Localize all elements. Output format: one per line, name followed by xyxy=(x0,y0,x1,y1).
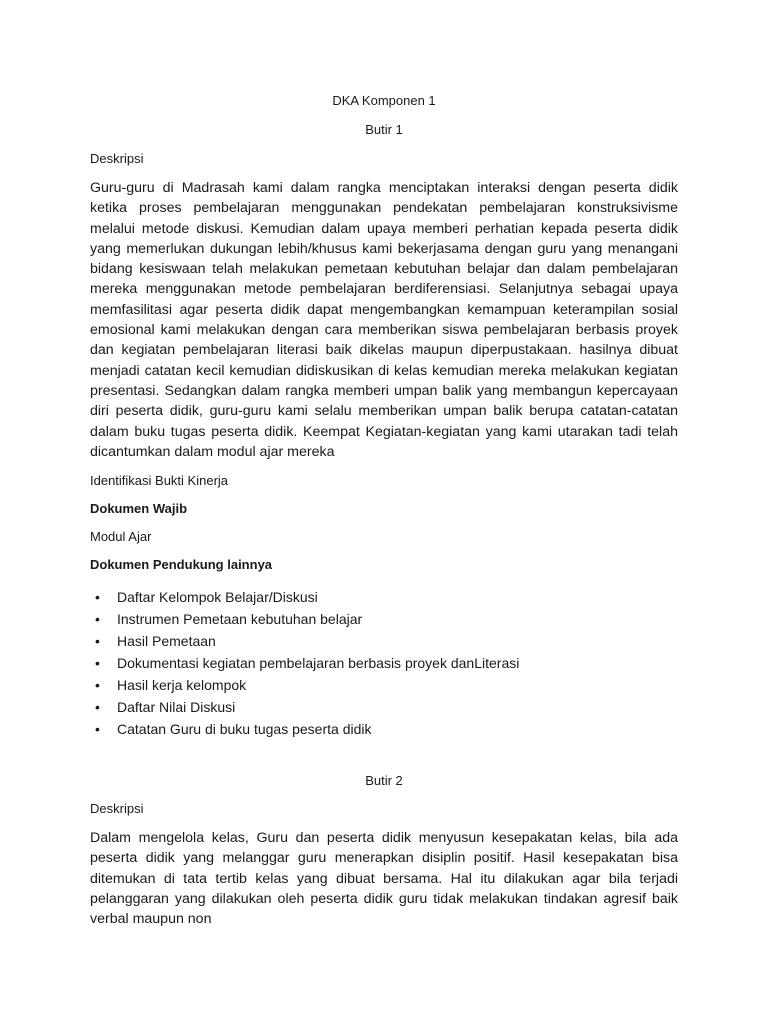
bullet-icon: • xyxy=(95,655,100,672)
butir-1-heading: Butir 1 xyxy=(365,122,403,137)
document-title: DKA Komponen 1 xyxy=(332,93,436,108)
deskripsi-paragraph-1: Guru-guru di Madrasah kami dalam rangka menciptakan interaksi dengan peserta didik ketika proses pembelajaran menggunakan pendekatan pembelajaran konstruksivisme melalui metode diskusi. Kemudian dalam upaya memberi perhatian kepada peserta didik yang memerlukan dukungan lebih/khusus kami bekerjasama dengan guru yang menangani bidang kesiswaan telah melakukan pemetaan kebutuhan belajar dan dalam pembelajaran mereka menggunakan metode pembelajaran berdiferensiasi. Selanjutnya sebagai upaya memfasilitasi agar peserta didik dapat mengembangkan kemampuan keterampilan sosial emosional kami melakukan dengan cara memberikan siswa pembelajaran berbasis proyek dan kegiatan pembelajaran literasi baik dikelas maupun diperpustakaan. hasilnya dibuat menjadi catatan kecil kemudian didiskusikan di kelas kemudian mereka melakukan kegiatan presentasi. Sedangkan dalam rangka memberi umpan balik yang membangun kepercayaan diri peserta didik, guru-guru kami selalu memberikan umpan balik berupa catatan-catatan dalam buku tugas peserta didik. Keempat Kegiatan-kegiatan yang kami utarakan tadi telah dicantumkan dalam modul ajar mereka xyxy=(90,180,678,460)
list-item xyxy=(90,696,678,718)
bullet-icon: • xyxy=(95,611,100,628)
list-item xyxy=(90,718,678,740)
list-item-text: Catatan Guru di buku tugas peserta didik xyxy=(117,721,372,738)
dokumen-pendukung-label: Dokumen Pendukung lainnya xyxy=(90,557,273,573)
list-item-text: Daftar Kelompok Belajar/Diskusi xyxy=(117,589,318,606)
butir-2-heading: Butir 2 xyxy=(365,773,403,789)
bullet-icon: • xyxy=(95,721,100,738)
list-item xyxy=(90,630,678,652)
list-item xyxy=(90,608,678,630)
list-item-text: Hasil Pemetaan xyxy=(117,633,216,650)
dokumen-wajib-label: Dokumen Wajib xyxy=(90,501,188,517)
list-item-text: Hasil kerja kelompok xyxy=(117,677,247,694)
bullet-icon: • xyxy=(95,633,100,650)
list-item-text: Daftar Nilai Diskusi xyxy=(117,699,236,716)
bullet-icon: • xyxy=(95,677,100,694)
deskripsi-paragraph-2: Dalam mengelola kelas, Guru dan peserta didik menyusun kesepakatan kelas, bila ada peserta didik yang melanggar guru menerapkan disiplin positif. Hasil kesepakatan bisa ditemukan di tata tertib kelas yang dibuat bersama. Hal itu dilakukan agar bila terjadi pelanggaran yang dilakukan oleh peserta didik guru tidak melakukan tindakan agresif baik verbal maupun non xyxy=(90,830,678,928)
list-item-text: Dokumentasi kegiatan pembelajaran berbasis proyek danLiterasi xyxy=(117,655,520,672)
list-item xyxy=(90,586,678,608)
bullet-icon: • xyxy=(95,589,100,606)
list-item xyxy=(90,674,678,696)
dokumen-pendukung-list xyxy=(90,586,678,740)
deskripsi-label-1: Deskripsi xyxy=(90,151,144,166)
bullet-icon: • xyxy=(95,699,100,716)
document-content xyxy=(90,92,678,930)
deskripsi-label-2: Deskripsi xyxy=(90,801,144,817)
list-item xyxy=(90,652,678,674)
identifikasi-label: Identifikasi Bukti Kinerja xyxy=(90,473,229,489)
list-item-text: Instrumen Pemetaan kebutuhan belajar xyxy=(117,611,363,628)
modul-ajar-item: Modul Ajar xyxy=(90,529,152,545)
